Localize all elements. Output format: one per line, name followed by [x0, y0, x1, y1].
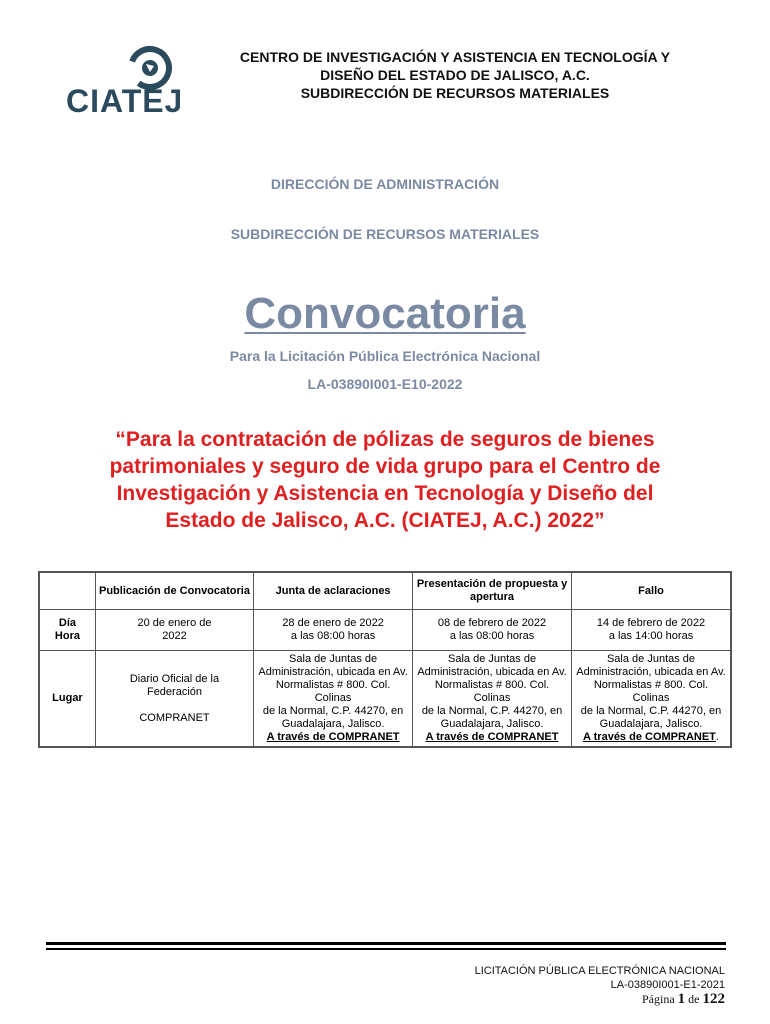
- lugar-presentacion: [413, 651, 572, 748]
- subdireccion-heading: SUBDIRECCIÓN DE RECURSOS MATERIALES: [230, 226, 540, 242]
- period: .: [715, 731, 719, 743]
- date-publicacion: [95, 610, 253, 651]
- dia-hora-label: [39, 610, 95, 651]
- time-text: a las 08:00 horas: [290, 630, 376, 642]
- venue-line: Sala de Juntas de: [606, 653, 696, 665]
- tender-type: Para la Licitación Pública Electrónica Nacional: [229, 348, 541, 364]
- table-row-lugar: [39, 651, 731, 748]
- footer-rule-thin: [46, 948, 726, 950]
- header-line-1: CENTRO DE INVESTIGACIÓN Y ASISTENCIA EN TECNOLOGÍA Y: [239, 49, 671, 65]
- venue-line: de la Normal, C.P. 44270, en: [580, 705, 722, 717]
- footer-rule-thick: [46, 942, 726, 945]
- header-fallo: Fallo: [572, 572, 731, 610]
- venue-line: de la Normal, C.P. 44270, en: [421, 705, 563, 717]
- header-presentacion: Presentación de propuesta y apertura: [413, 572, 572, 610]
- date-text: 14 de febrero de 2022: [596, 617, 706, 629]
- venue-line: Administración, ubicada en Av.: [258, 666, 408, 678]
- venue-line: Guadalajara, Jalisco.: [599, 718, 703, 730]
- lugar-pub-line: Diario Oficial de la: [129, 672, 220, 685]
- current-page: 1: [677, 991, 686, 1007]
- venue-line: de la Normal, C.P. 44270, en: [262, 705, 404, 717]
- header-line-2: DISEÑO DEL ESTADO DE JALISCO, A.C.: [320, 67, 590, 83]
- header-line-3: SUBDIRECCIÓN DE RECURSOS MATERIALES: [300, 85, 610, 101]
- dia-label: Día: [58, 617, 76, 629]
- date-text: 20 de enero de: [137, 617, 212, 629]
- date-fallo: [572, 610, 731, 651]
- table-header-row: [39, 572, 731, 610]
- ciatej-logo-icon: [62, 44, 180, 120]
- footer-line-1: LICITACIÓN PÚBLICA ELECTRÓNICA NACIONAL: [474, 965, 725, 977]
- empty-corner-cell: [39, 572, 95, 610]
- venue-line: Administración, ubicada en Av.: [417, 666, 567, 678]
- page-number: [475, 992, 725, 1006]
- object-line-3: Investigación y Asistencia en Tecnología y Diseño del: [116, 482, 654, 505]
- venue-line: Guadalajara, Jalisco.: [440, 718, 544, 730]
- via-compranet: A través de COMPRANET: [583, 731, 716, 743]
- time-text: 2022: [162, 630, 187, 642]
- time-text: a las 14:00 horas: [608, 630, 694, 642]
- ciatej-logo: [62, 44, 180, 120]
- header-publicacion: Publicación de Convocatoria: [95, 572, 253, 610]
- time-text: a las 08:00 horas: [449, 630, 535, 642]
- of-word: de: [688, 992, 700, 1006]
- lugar-junta: [254, 651, 413, 748]
- footer-line-2: LA-03890I001-E1-2021: [610, 979, 725, 991]
- direccion-heading: DIRECCIÓN DE ADMINISTRACIÓN: [270, 176, 500, 192]
- hora-label: Hora: [54, 630, 80, 642]
- lugar-pub-line: COMPRANET: [139, 711, 210, 724]
- page-title: Convocatoria: [244, 289, 526, 338]
- venue-line: Administración, ubicada en Av.: [576, 666, 726, 678]
- via-compranet-final: [575, 731, 727, 744]
- date-presentacion: [413, 610, 572, 651]
- venue-line: Normalistas # 800. Col. Colinas: [434, 679, 550, 704]
- page-word: Página: [642, 992, 675, 1006]
- tender-code: LA-03890I001-E10-2022: [307, 376, 463, 392]
- page-footer: [475, 964, 725, 1006]
- date-text: 08 de febrero de 2022: [437, 617, 547, 629]
- venue-line: Sala de Juntas de: [448, 653, 537, 665]
- tender-object: [62, 426, 708, 534]
- object-line-1: “Para la contratación de pólizas de seguros de bienes: [115, 428, 655, 451]
- institution-header: [190, 48, 720, 102]
- date-junta: [254, 610, 413, 651]
- total-pages: 122: [702, 991, 725, 1007]
- object-line-2: patrimoniales y seguro de vida grupo para el Centro de: [109, 455, 661, 478]
- venue-line: Sala de Juntas de: [289, 653, 378, 665]
- lugar-pub-line: Federación: [146, 685, 203, 698]
- lugar-fallo: [572, 651, 731, 748]
- via-compranet: A través de COMPRANET: [425, 731, 559, 743]
- table-row-dia-hora: [39, 610, 731, 651]
- schedule-table: [38, 571, 732, 748]
- via-compranet: A través de COMPRANET: [266, 731, 400, 743]
- header-junta: Junta de aclaraciones: [254, 572, 413, 610]
- lugar-label: Lugar: [39, 651, 95, 748]
- logo-text: CIATEJ: [66, 83, 180, 119]
- date-text: 28 de enero de 2022: [282, 617, 384, 629]
- venue-line: Guadalajara, Jalisco.: [281, 718, 385, 730]
- venue-line: Normalistas # 800. Col. Colinas: [593, 679, 709, 704]
- venue-line: Normalistas # 800. Col. Colinas: [275, 679, 391, 704]
- lugar-publicacion: [95, 651, 253, 748]
- object-line-4: Estado de Jalisco, A.C. (CIATEJ, A.C.) 2022”: [165, 509, 605, 532]
